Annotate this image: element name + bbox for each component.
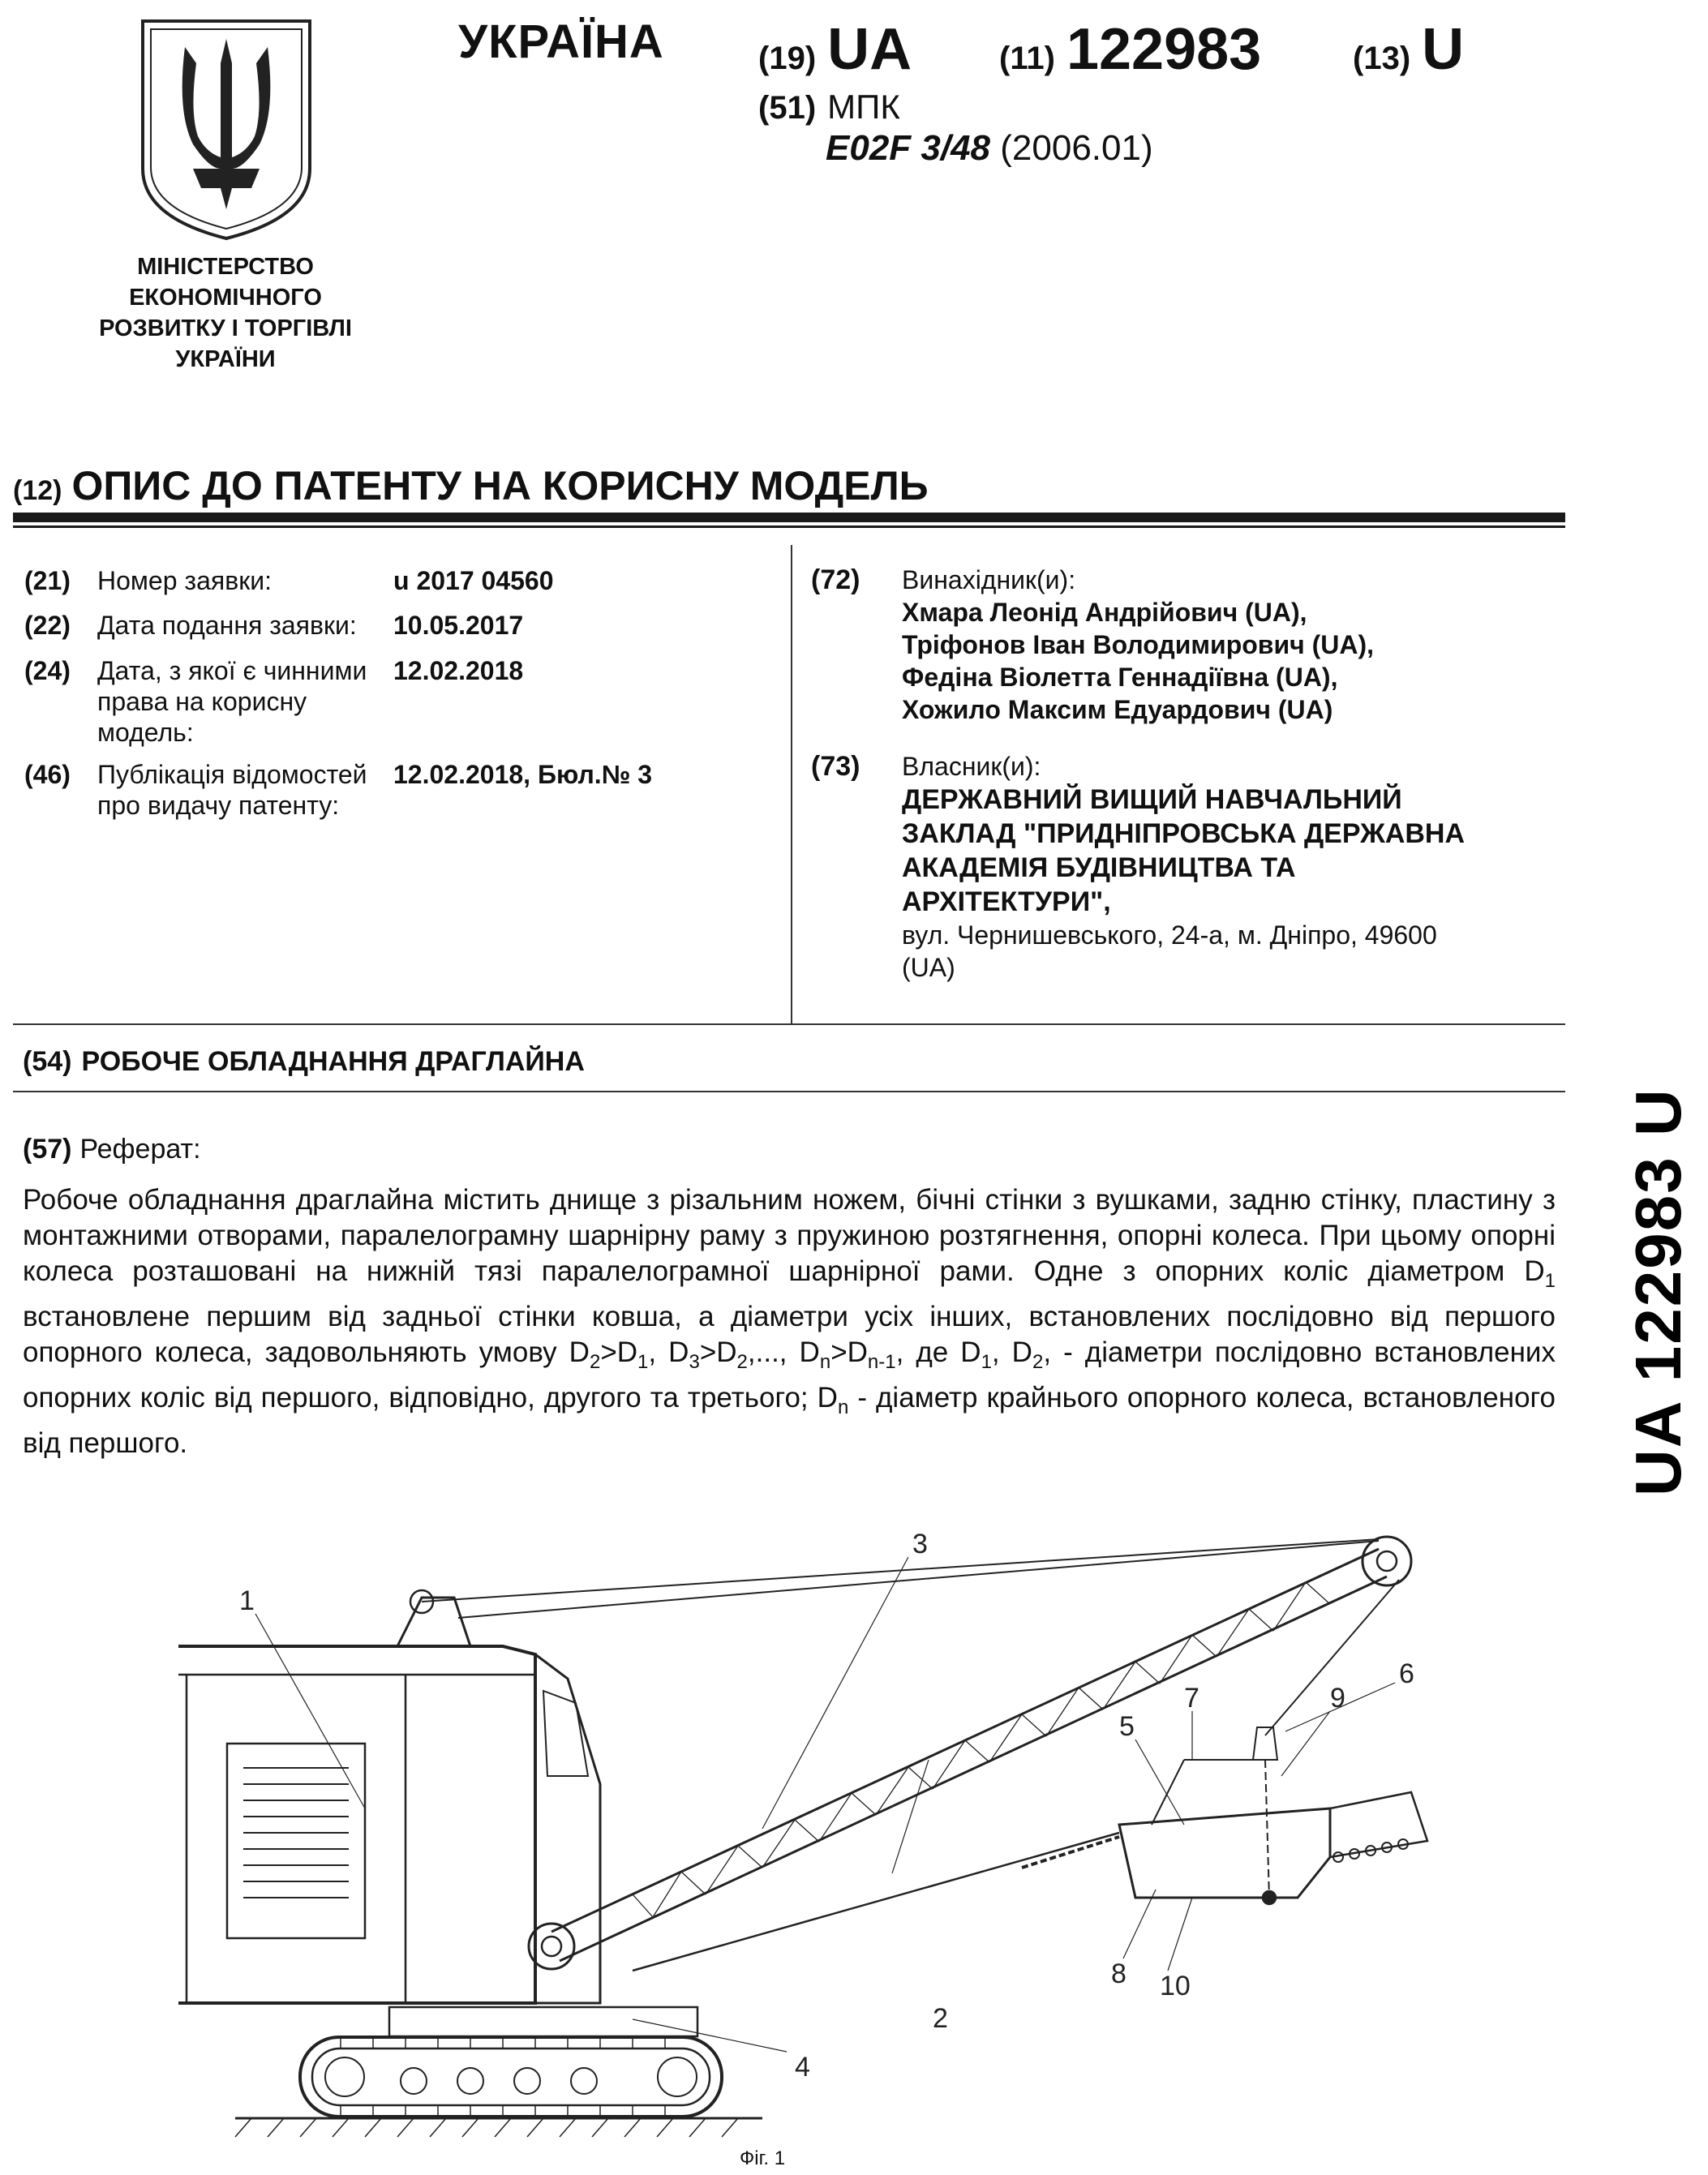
- biblio-label: Номер заявки:: [97, 566, 272, 595]
- inid-code: (21): [24, 566, 71, 595]
- abstract-fragment: , - діаметри послідовно встановлених опорних коліс від першого, відповідно, другого та третього; D: [23, 1336, 1556, 1414]
- invention-title: [23, 1046, 585, 1078]
- abstract-fragment: ,..., D: [747, 1336, 820, 1368]
- inventors-block: [811, 564, 1374, 726]
- divider: [13, 526, 1565, 528]
- biblio-row: [24, 610, 523, 641]
- biblio-label: Дата подання заявки:: [97, 611, 357, 640]
- kind-code-field: [1353, 16, 1464, 83]
- invention-title-text: РОБОЧЕ ОБЛАДНАННЯ ДРАГЛАЙНА: [81, 1046, 585, 1077]
- ukraine-emblem-icon: [136, 15, 316, 242]
- owner-label: Власник(и):: [902, 752, 1041, 781]
- inid-code: (22): [24, 611, 71, 640]
- abstract-fragment: >D: [699, 1336, 737, 1368]
- dragline-figure: [178, 1516, 1517, 2141]
- abstract-fragment: встановлене першим від задньої стінки ковша, а діаметри усіх інших, встановлених послідовно від першого опорного колеса, задовольняють умову D: [23, 1301, 1556, 1368]
- document-title-text: ОПИС ДО ПАТЕНТУ НА КОРИСНУ МОДЕЛЬ: [71, 463, 929, 508]
- biblio-row: [24, 565, 554, 596]
- country-name: УКРАЇНА: [458, 15, 664, 68]
- subscript: n-1: [867, 1351, 896, 1373]
- country-code-field: [758, 16, 912, 83]
- callout-1: 1: [239, 1585, 255, 1616]
- ministry-name: [71, 251, 380, 375]
- callout-8: 8: [1111, 1958, 1127, 1989]
- inid-code: (11): [999, 41, 1055, 76]
- patent-number: 122983: [1066, 17, 1262, 82]
- inid-code: (51): [758, 90, 817, 126]
- inventors-label: Винахідник(и):: [902, 565, 1076, 594]
- owner-address-line: вул. Чернишевського, 24-а, м. Дніпро, 49600: [902, 920, 1437, 950]
- callout-10: 10: [1160, 1971, 1191, 2001]
- inid-code: (24): [24, 656, 71, 685]
- divider: [13, 513, 1565, 522]
- ministry-line: УКРАЇНИ: [175, 346, 276, 372]
- inventor-name: Тріфонов Іван Володимирович (UA),: [902, 630, 1375, 659]
- inid-code: (73): [811, 751, 860, 782]
- callout-3: 3: [912, 1529, 928, 1559]
- biblio-value: 12.02.2018: [393, 656, 524, 685]
- abstract-fragment: - діаметр крайнього опорного колеса, встановленого від першого.: [23, 1382, 1556, 1459]
- ministry-line: РОЗВИТКУ І ТОРГІВЛІ: [99, 315, 352, 341]
- ministry-line: ЕКОНОМІЧНОГО: [129, 285, 322, 311]
- subscript: 2: [1032, 1351, 1044, 1373]
- side-patent-id-text: UA 122983 U: [1622, 1088, 1694, 1496]
- abstract-heading: [23, 1134, 201, 1165]
- owner-name-line: АКАДЕМІЯ БУДІВНИЦТВА ТА: [902, 852, 1296, 883]
- ministry-line: МІНІСТЕРСТВО: [137, 254, 314, 280]
- callout-5: 5: [1119, 1711, 1135, 1742]
- callout-9: 9: [1330, 1683, 1345, 1714]
- inid-code: (12): [13, 475, 62, 506]
- biblio-value: 10.05.2017: [393, 611, 524, 640]
- abstract-fragment: >D: [830, 1336, 868, 1368]
- abstract-fragment: Робоче обладнання драглайна містить днище з різальним ножем, бічні стінки з вушками, задню стінку, пластину з монтажними отворами, паралелограмну шарнірну раму з пружиною розтягнення, опорні колеса. При цьому опорні колеса розташовані на нижній тязі паралелограмної шарнірної рами. Одне з опорних коліс діаметром D: [23, 1184, 1556, 1287]
- inid-code: (46): [24, 760, 71, 789]
- ipc-class: E02F 3/48: [826, 128, 991, 168]
- owner-block: [811, 750, 1465, 984]
- subscript: 2: [589, 1351, 601, 1373]
- figure-caption: Фіг. 1: [740, 2147, 786, 2169]
- subscript: 1: [1544, 1270, 1556, 1292]
- inventor-name: Хмара Леонід Андрійович (UA),: [902, 598, 1307, 627]
- abstract-fragment: >D: [600, 1336, 638, 1368]
- inid-code: (13): [1353, 41, 1411, 76]
- mpk-label: МПК: [827, 88, 900, 126]
- abstract-fragment: , де D: [895, 1336, 981, 1368]
- callout-2: 2: [933, 2003, 948, 2034]
- biblio-row: [24, 655, 523, 748]
- abstract-fragment: , D: [991, 1336, 1032, 1368]
- callout-4: 4: [795, 2052, 810, 2083]
- biblio-value: u 2017 04560: [393, 566, 554, 595]
- subscript: 1: [637, 1351, 649, 1373]
- inid-code: (19): [758, 41, 817, 76]
- biblio-label: Дата, з якої є чинними права на корисну модель:: [97, 656, 367, 747]
- callout-6: 6: [1399, 1658, 1414, 1689]
- abstract-text: [23, 1182, 1556, 1461]
- divider: [791, 545, 792, 1025]
- inid-code: (57): [23, 1134, 72, 1165]
- ipc-version: (2006.01): [1000, 128, 1153, 168]
- patent-number-field: [999, 16, 1261, 83]
- kind-code: U: [1422, 17, 1465, 82]
- subscript: n: [819, 1351, 831, 1373]
- inid-code: (54): [23, 1046, 72, 1077]
- owner-name-line: ДЕРЖАВНИЙ ВИЩИЙ НАВЧАЛЬНИЙ: [902, 784, 1402, 815]
- inventor-name: Федіна Віолетта Геннадіївна (UA),: [902, 663, 1338, 692]
- biblio-value: 12.02.2018, Бюл.№ 3: [393, 760, 653, 789]
- biblio-label: Публікація відомостей про видачу патенту:: [97, 760, 367, 820]
- country-code: UA: [827, 17, 912, 82]
- biblio-row: [24, 759, 652, 821]
- subscript: 1: [981, 1351, 992, 1373]
- callout-7: 7: [1184, 1683, 1199, 1714]
- owner-name-line: ЗАКЛАД "ПРИДНІПРОВСЬКА ДЕРЖАВНА: [902, 818, 1466, 849]
- divider: [13, 1023, 1565, 1025]
- inventor-name: Хожило Максим Едуардович (UA): [902, 695, 1333, 724]
- abstract-fragment: , D: [648, 1336, 689, 1368]
- document-title: [13, 462, 929, 509]
- subscript: 3: [689, 1351, 700, 1373]
- mpk-field: [758, 88, 900, 127]
- ipc-classification: [826, 128, 1153, 169]
- inid-code: (72): [811, 564, 860, 595]
- subscript: 2: [736, 1351, 748, 1373]
- owner-address-line: (UA): [902, 953, 955, 982]
- subscript: n: [837, 1396, 849, 1418]
- abstract-label: Реферат:: [79, 1134, 201, 1165]
- divider: [13, 1091, 1565, 1092]
- owner-name-line: АРХІТЕКТУРИ",: [902, 886, 1111, 917]
- side-patent-id: [1622, 1046, 1695, 1500]
